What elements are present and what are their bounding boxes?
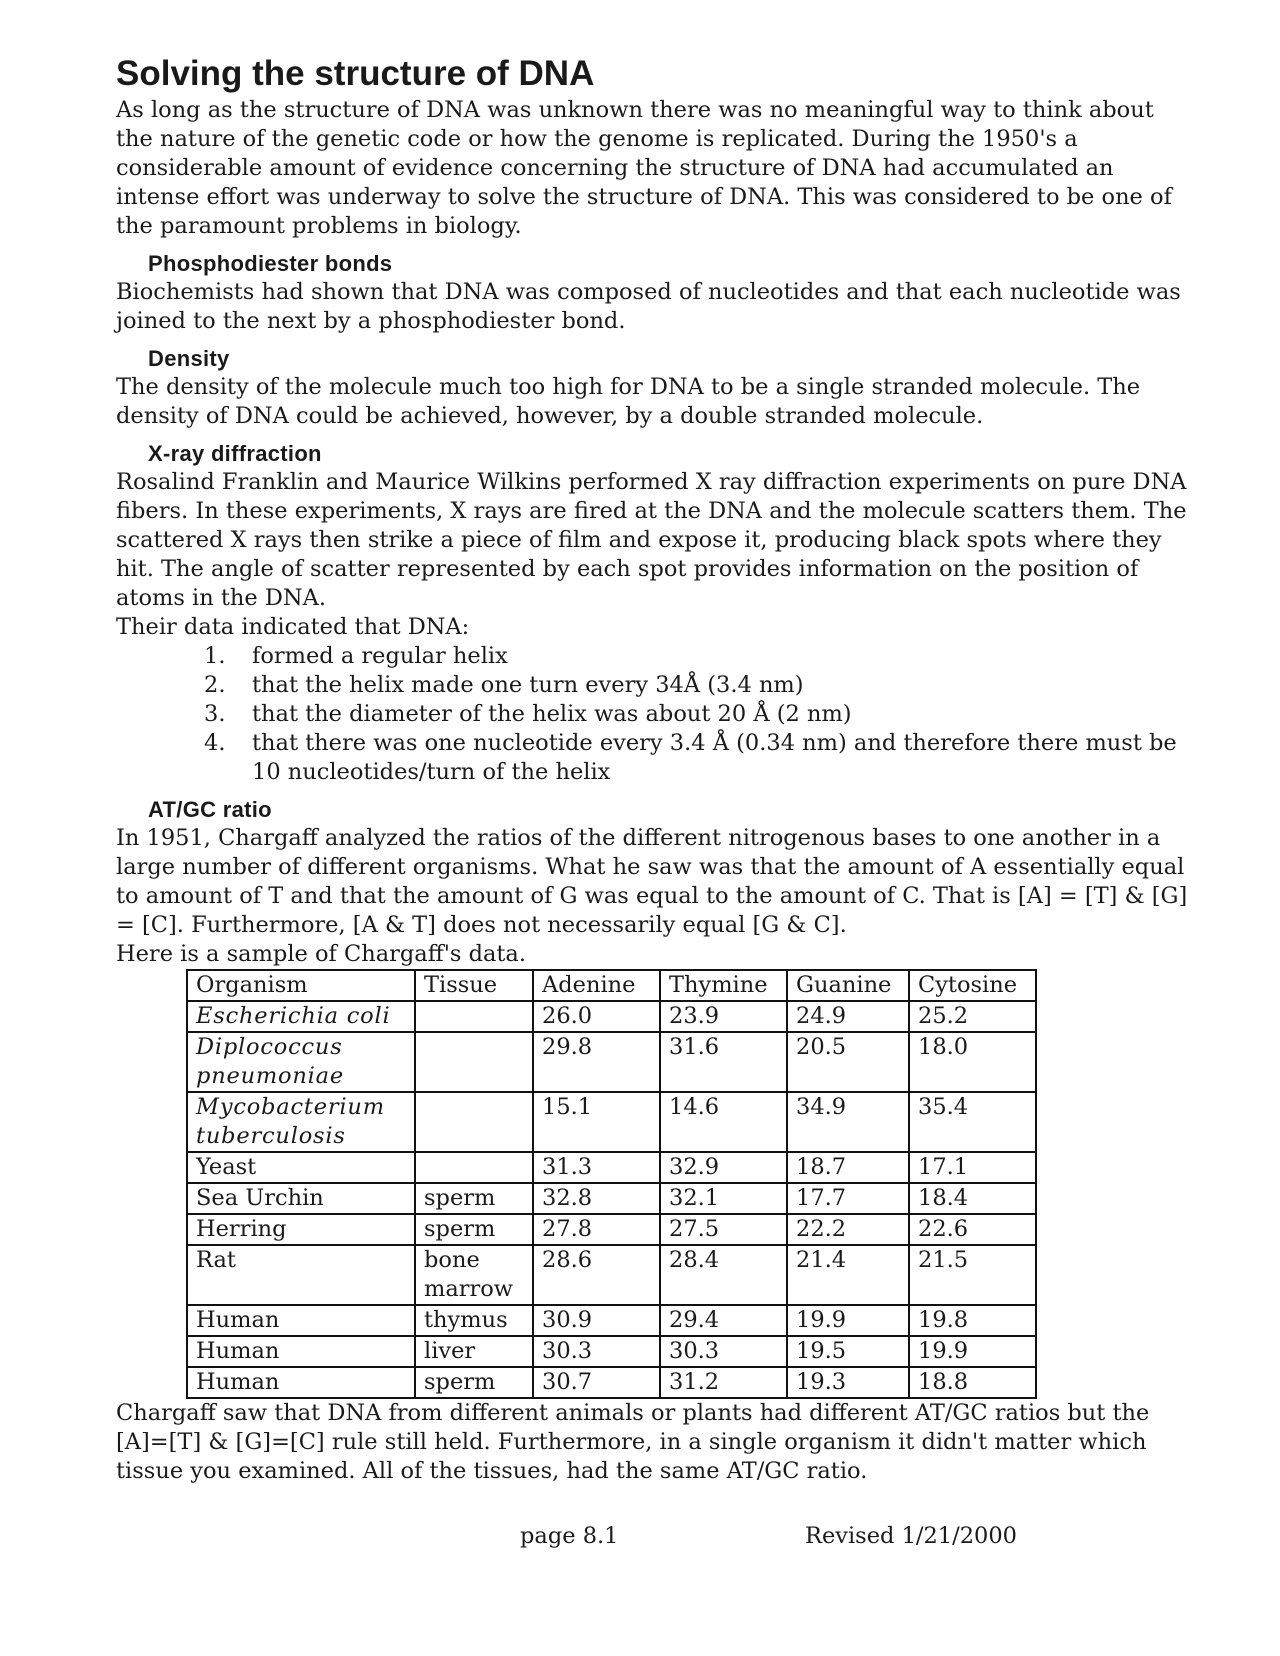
cell-adenine: 27.8 (533, 1214, 660, 1245)
header-tissue: Tissue (415, 970, 533, 1001)
cell-organism: Rat (187, 1245, 415, 1305)
table-row (187, 1245, 1036, 1305)
cell-guanine: 17.7 (787, 1183, 909, 1214)
cell-guanine: 22.2 (787, 1214, 909, 1245)
cell-cytosine: 18.0 (909, 1032, 1036, 1092)
cell-adenine: 30.7 (533, 1367, 660, 1398)
cell-thymine: 32.9 (660, 1152, 787, 1183)
cell-cytosine: 18.8 (909, 1367, 1036, 1398)
cell-guanine: 20.5 (787, 1032, 909, 1092)
cell-adenine: 32.8 (533, 1183, 660, 1214)
cell-adenine: 30.9 (533, 1305, 660, 1336)
cell-cytosine: 19.8 (909, 1305, 1036, 1336)
cell-cytosine: 19.9 (909, 1336, 1036, 1367)
conclusion-paragraph: Chargaff saw that DNA from different animals or plants had different AT/GC ratios but the [A]=[T] & [G]=[C] rule still held. Furthermore, in a single organism it didn't matter which tissue you examined. All of the tissues, had the same AT/GC ratio. (116, 1400, 1150, 1484)
table-row (187, 1305, 1036, 1336)
cell-organism: Herring (187, 1214, 415, 1245)
list-item: 4. that there was one nucleotide every 3.4 Å (0.34 nm) and therefore there must be 10 nucleotides/turn of the helix (204, 730, 1177, 785)
intro-paragraph: As long as the structure of DNA was unknown there was no meaningful way to think about the nature of the genetic code or how the genome is replicated. During the 1950's a considerable amount of evidence concerning the structure of DNA had accumulated an intense effort was underway to solve the structure of DNA. This was considered to be one of the paramount problems in biology. (116, 97, 1172, 239)
list-item: 3. that the diameter of the helix was about 20 Å (2 nm) (204, 701, 852, 727)
atgc-paragraph: In 1951, Chargaff analyzed the ratios of the different nitrogenous bases to one another in a large number of different organisms. What he saw was that the amount of A essentially equal to amount of T and that the amount of G was equal to the amount of C. That is [A] = [T] & [G] = [C]. Furthermore, [A & T] does not necessarily equal [G & C]. (116, 825, 1188, 938)
cell-adenine: 30.3 (533, 1336, 660, 1367)
density-paragraph: The density of the molecule much too high for DNA to be a single stranded molecule. The density of DNA could be achieved, however, by a double stranded molecule. (116, 374, 1141, 429)
cell-tissue: liver (415, 1336, 533, 1367)
table-row (187, 1183, 1036, 1214)
cell-organism: Human (187, 1367, 415, 1398)
cell-thymine: 27.5 (660, 1214, 787, 1245)
cell-tissue: sperm (415, 1367, 533, 1398)
cell-guanine: 19.5 (787, 1336, 909, 1367)
cell-tissue (415, 1032, 533, 1092)
xray-paragraph: Rosalind Franklin and Maurice Wilkins performed X ray diffraction experiments on pure DNA fibers. In these experiments, X rays are fired at the DNA and the molecule scatters them. The scattered X rays then strike a piece of film and expose it, producing black spots where they hit. The angle of scatter represented by each spot provides information on the position of atoms in the DNA. (116, 469, 1187, 611)
cell-adenine: 15.1 (533, 1092, 660, 1152)
table-row (187, 1152, 1036, 1183)
phosphodiester-paragraph: Biochemists had shown that DNA was composed of nucleotides and that each nucleotide was joined to the next by a phosphodiester bond. (116, 279, 1181, 334)
cell-thymine: 29.4 (660, 1305, 787, 1336)
cell-organism: Yeast (187, 1152, 415, 1183)
heading-phosphodiester: Phosphodiester bonds (148, 251, 393, 276)
heading-atgc: AT/GC ratio (148, 797, 272, 822)
atgc-lead: Here is a sample of Chargaff's data. (116, 941, 526, 967)
document-page (116, 52, 1191, 1486)
table-row (187, 1032, 1036, 1092)
header-adenine: Adenine (533, 970, 660, 1001)
cell-tissue (415, 1001, 533, 1032)
table-row (187, 1001, 1036, 1032)
heading-density: Density (148, 346, 230, 371)
list-item: 2. that the helix made one turn every 34Å (3.4 nm) (204, 672, 804, 698)
page-title: Solving the structure of DNA (116, 54, 595, 93)
cell-organism: Mycobacterium tuberculosis (187, 1092, 415, 1152)
cell-adenine: 26.0 (533, 1001, 660, 1032)
cell-guanine: 19.9 (787, 1305, 909, 1336)
cell-thymine: 32.1 (660, 1183, 787, 1214)
page-number: page 8.1 (520, 1523, 619, 1549)
cell-cytosine: 35.4 (909, 1092, 1036, 1152)
cell-organism: Sea Urchin (187, 1183, 415, 1214)
cell-thymine: 30.3 (660, 1336, 787, 1367)
cell-tissue: sperm (415, 1214, 533, 1245)
cell-guanine: 18.7 (787, 1152, 909, 1183)
xray-findings-list (116, 642, 1191, 787)
cell-thymine: 23.9 (660, 1001, 787, 1032)
heading-xray: X-ray diffraction (148, 441, 322, 466)
header-thymine: Thymine (660, 970, 787, 1001)
cell-organism: Human (187, 1336, 415, 1367)
cell-tissue (415, 1152, 533, 1183)
cell-cytosine: 22.6 (909, 1214, 1036, 1245)
cell-guanine: 21.4 (787, 1245, 909, 1305)
cell-thymine: 31.2 (660, 1367, 787, 1398)
table-row (187, 1336, 1036, 1367)
cell-adenine: 29.8 (533, 1032, 660, 1092)
chargaff-data-table (186, 969, 1037, 1399)
list-item: 1. formed a regular helix (204, 643, 508, 669)
cell-thymine: 31.6 (660, 1032, 787, 1092)
table-row (187, 1367, 1036, 1398)
cell-cytosine: 18.4 (909, 1183, 1036, 1214)
cell-organism: Human (187, 1305, 415, 1336)
revision-date: Revised 1/21/2000 (805, 1523, 1017, 1549)
cell-cytosine: 25.2 (909, 1001, 1036, 1032)
table-body (187, 1001, 1036, 1398)
table-row (187, 1092, 1036, 1152)
header-cytosine: Cytosine (909, 970, 1036, 1001)
cell-guanine: 34.9 (787, 1092, 909, 1152)
cell-adenine: 31.3 (533, 1152, 660, 1183)
table-row (187, 1214, 1036, 1245)
cell-cytosine: 17.1 (909, 1152, 1036, 1183)
page-footer (0, 1523, 1280, 1553)
xray-lead: Their data indicated that DNA: (116, 614, 470, 640)
cell-thymine: 28.4 (660, 1245, 787, 1305)
cell-thymine: 14.6 (660, 1092, 787, 1152)
cell-organism: Escherichia coli (187, 1001, 415, 1032)
table-header-row (187, 970, 1036, 1001)
cell-tissue: thymus (415, 1305, 533, 1336)
header-organism: Organism (187, 970, 415, 1001)
cell-adenine: 28.6 (533, 1245, 660, 1305)
cell-organism: Diplococcus pneumoniae (187, 1032, 415, 1092)
header-guanine: Guanine (787, 970, 909, 1001)
cell-guanine: 24.9 (787, 1001, 909, 1032)
cell-cytosine: 21.5 (909, 1245, 1036, 1305)
cell-tissue: bone marrow (415, 1245, 533, 1305)
cell-tissue (415, 1092, 533, 1152)
cell-guanine: 19.3 (787, 1367, 909, 1398)
cell-tissue: sperm (415, 1183, 533, 1214)
